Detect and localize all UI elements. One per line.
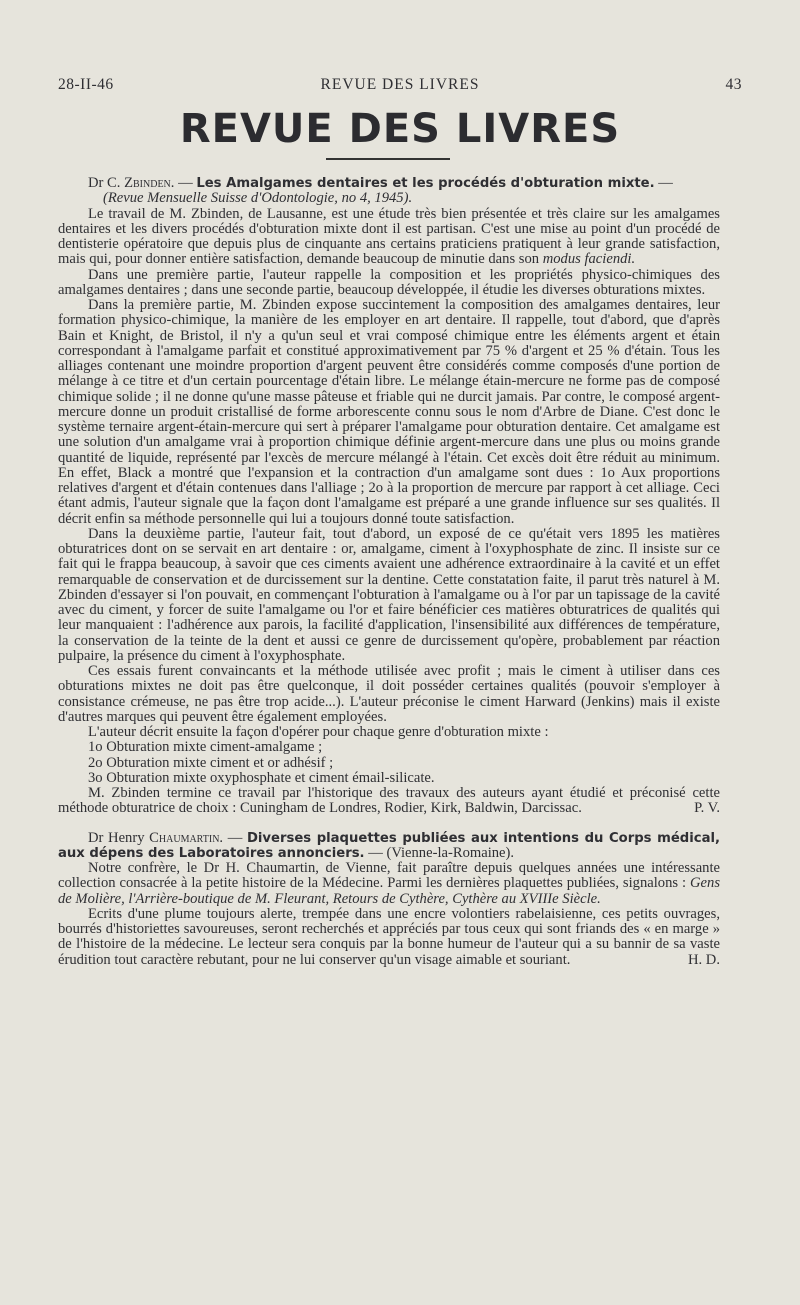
- list-item: 2o Obturation mixte ciment et or adhésif ;: [88, 754, 334, 771]
- review1-paragraph-4: Dans la deuxième partie, l'auteur fait, tout d'abord, un exposé de ce qu'était vers 1895 les matières obturatrices dont on se servait en art dentaire : or, amalgame, ciment à l'oxyphosphate de zinc. Il insiste sur ce fait qui le frappa beaucoup, à savoir que ces ciments avaient une adhérence extraordinaire à la cavité et un effet remarquable de conservation et de durcissement sur la dentine. Cette constatation faite, il parut très naturel à M. Zbinden d'essayer si l'on pouvait, en commençant l'obturation à l'amalgame ou à l'or par un tapissage de la cavité avec du ciment, y forcer de suite l'amalgame ou l'or et faire bénéficier ces matières obturatrices de qualités qui leur manquaient : l'adhérence aux parois, la facilité d'application, l'insensibilité aux différences de température, la conservation de la teinte de la dent et aussi ce genre de durcissement qu'opère, probablement par réaction pulpaire, la présence du ciment à l'oxyphosphate.: [58, 525, 720, 664]
- review1-paragraph-7: [58, 786, 720, 817]
- review1-paragraph-6: L'auteur décrit ensuite la façon d'opérer pour chaque genre d'obturation mixte :: [88, 724, 549, 740]
- review1-author: Zbinden.: [124, 175, 175, 191]
- title-rule: [326, 158, 450, 160]
- body-text: [58, 176, 720, 968]
- running-title: REVUE DES LIVRES: [320, 76, 480, 93]
- review1-author-prefix: Dr C.: [88, 175, 125, 191]
- review2-paragraph-1: [58, 861, 720, 907]
- page-title: REVUE DES LIVRES: [179, 106, 621, 152]
- review1-paragraph-5: Ces essais furent convaincants et la méthode utilisée avec profit ; mais le ciment à utiliser dans ces obturations mixtes ne doit pas être quelconque, il doit posséder certaines qualités (pouvoir s'employer à consistance crémeuse, ne pas être trop acide...). L'auteur préconise le ciment Harward (Jenkins) mais il existe d'autres marques qui peuvent être également employées.: [58, 663, 720, 725]
- review1-p7-text: M. Zbinden termine ce travail par l'historique des travaux des auteurs ayant étudié et préconisé cette méthode obturatrice de choix : Cuningham de Londres, Rodier, Kirk, Baldwin, Darcissac.: [58, 785, 720, 817]
- review1-signature: P. V.: [694, 800, 720, 817]
- list-item: 3o Obturation mixte oxyphosphate et ciment émail-silicate.: [88, 769, 435, 786]
- review1-source-text: (Revue Mensuelle Suisse d'Odontologie, no 4, 1945).: [103, 190, 413, 207]
- review2-book-title: Diverses plaquettes publiées aux intentions du Corps médical, aux dépens des Laboratoires annonciers.: [58, 830, 721, 861]
- review1-dash: —: [174, 175, 197, 191]
- review1-paragraph-1: [58, 207, 720, 268]
- review2-paragraph-2: [58, 907, 720, 968]
- issue-date: 28-II-46: [58, 76, 114, 93]
- review2-author-prefix: Dr Henry: [88, 829, 150, 846]
- list-item: 1o Obturation mixte ciment-amalgame ;: [88, 739, 323, 756]
- review2-p1-emphasis: Gens de Molière, l'Arrière-boutique de M. Fleurant, Retours de Cythère, Cythère au XVIIIe Siècle.: [58, 875, 720, 907]
- review1-dash-end: —: [654, 175, 673, 191]
- review2-author: Chaumartin.: [149, 829, 224, 846]
- review1-heading: [58, 176, 720, 191]
- review1-paragraph-3: Dans la première partie, M. Zbinden expose succintement la composition des amalgames dentaires, leur formation physico-chimique, la manière de les employer en art dentaire. Il rappelle, tout d'abord, que d'après Bain et Knight, de Bristol, il n'y a qu'un seul et vrai composé chimique entre les éléments argent et étain correspondant à l'amalgame parfait et constitué approximativement par 75 % d'argent et 25 % d'étain. Tous les alliages contenant une moindre proportion d'argent peuvent être considérés comme composés d'une portion de mélange à ce titre et d'un certain pourcentage d'étain libre. Le mélange étain-mercure ne forme pas de composé chimique solide ; il ne donne qu'une masse pâteuse et friable qui ne durcit jamais. Par contre, le composé argent-mercure donne un produit cristallisé de forme arborescente connu sous le nom d'Arbre de Diane. C'est donc le système ternaire argent-étain-mercure qui sert à préparer l'amalgame pour obturation dentaire. Cet amalgame est une solution d'un amalgame vrai à proportion chimique définie argent-mercure dans une plus ou moins grande quantité de liquide, représenté par l'excès de mercure mélangé à l'étain. Cet excès doit être réduit au minimum. En effet, Black a montré que l'expansion et la contraction d'un amalgame sont dues : 1o Aux proportions relatives d'argent et d'étain contenues dans l'alliage ; 2o à la proportion de mercure par rapport à cet alliage. Ceci étant admis, l'auteur signale que la façon dont l'amalgame est préparé a une grande influence sur ses qualités. Il décrit enfin sa méthode personnelle qui lui a toujours donné toute satisfaction.: [58, 297, 720, 527]
- review2-tail: — (Vienne-la-Romaine).: [364, 844, 515, 861]
- review2-heading: [58, 831, 720, 862]
- review1-paragraph-2: Dans une première partie, l'auteur rappelle la composition et les propriétés physico-chimiques des amalgames dentaires ; dans une seconde partie, beaucoup développée, il étudie les diverses obturations mixtes.: [58, 266, 720, 298]
- review1-p1-emphasis: modus faciendi.: [542, 251, 636, 268]
- section-gap: [58, 817, 720, 831]
- review2-p1-text: Notre confrère, le Dr H. Chaumartin, de Vienne, fait paraître depuis quelques années une intéressante collection consacrée à la petite histoire de la Médecine. Parmi les dernières plaquettes publiées, signalons :: [58, 860, 720, 892]
- page-number: 43: [725, 76, 742, 93]
- review2-signature: H. D.: [687, 951, 720, 968]
- review1-book-title: Les Amalgames dentaires et les procédés d'obturation mixte.: [196, 176, 655, 191]
- review1-p1-text: Le travail de M. Zbinden, de Lausanne, est une étude très bien présentée et très claire sur les amalgames dentaires et les divers procédés d'obturation mixte dont il est partisan. C'est une mise au point d'un procédé de dentisterie opératoire que depuis plus de cinquante ans certains praticiens pratiquent à leur grande satisfaction, mais qui, pour donner entière satisfaction, demande beaucoup de minutie dans son: [58, 205, 720, 268]
- review2-p2-text: Ecrits d'une plume toujours alerte, trempée dans une encre volontiers rabelaisienne, ces petits ouvrages, bourrés d'historiettes savoureuses, seront recherchés et appréciés par tous ceux qui sont friands des « en marge » de l'histoire de la médecine. Le lecteur sera conquis par la bonne humeur de l'auteur qui a su bannir de sa vaste érudition tout caractère rebutant, pour ne lui conserver qu'un visage aimable et souriant.: [58, 905, 720, 968]
- review2-dash: —: [223, 829, 247, 846]
- review1-source: [58, 191, 720, 206]
